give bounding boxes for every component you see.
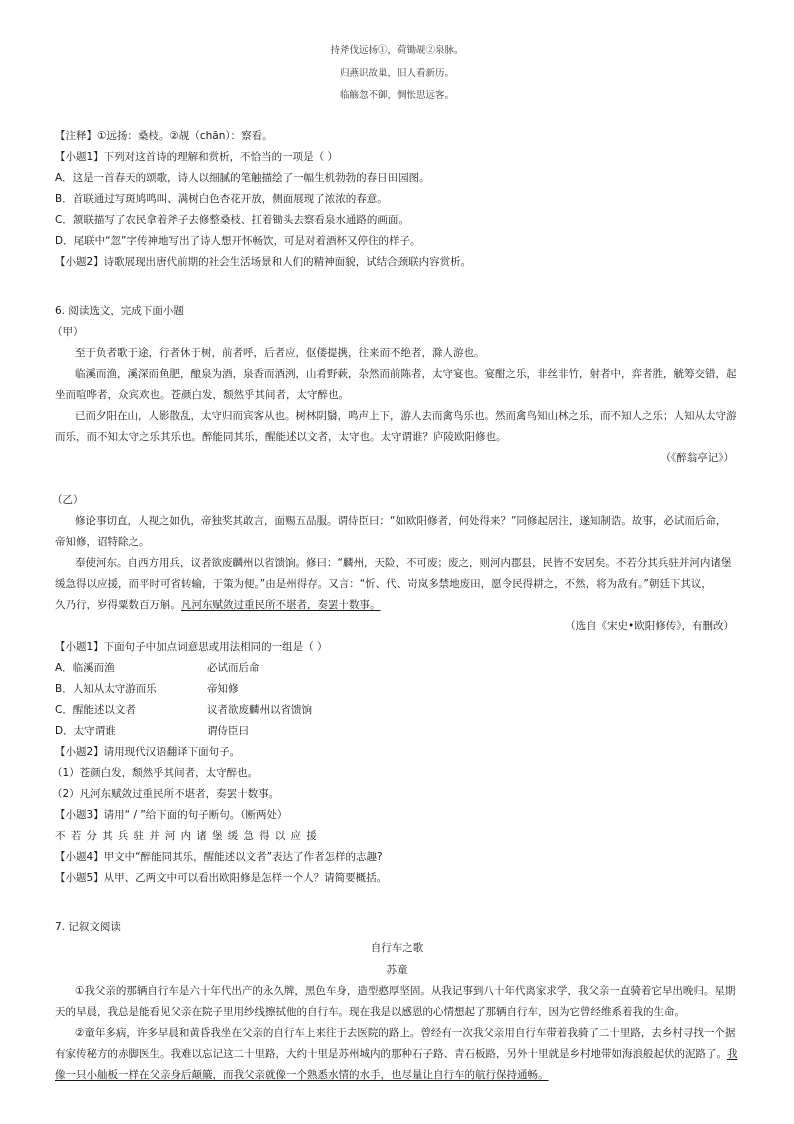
q5-note: 【注释】①远扬：桑枝。②觇（chān）：察看。	[55, 130, 273, 142]
option-left: 醒能述以文者	[72, 704, 136, 716]
q6-option-b-right: 帝知修	[207, 683, 239, 695]
q6-option-d-right: 谓侍臣曰	[207, 725, 249, 737]
q6-jia-p3-l1: 已而夕阳在山，人影散乱，太守归而宾客从也。树林阴翳，鸣声上下，游人去而禽鸟乐也。然而禽鸟知山林之乐，而不知人之乐；人知从太守游	[75, 410, 737, 422]
q6-yi-p1-l1: 修论事切直，人视之如仇，帝独奖其敢言，面赐五品服。谓侍臣曰：“如欧阳修者，何处得来？”同修起居注，遂知制诰。故事，必试而后命，	[75, 515, 727, 527]
option-letter: D．	[55, 725, 74, 737]
poem-line-3: 临觞忽不御，惆怅思远客。	[339, 90, 454, 101]
q6-option-a	[55, 660, 115, 675]
q6-option-b	[55, 681, 157, 696]
q6-jia-p1: 至于负者歌于途，行者休于树，前者呼，后者应，伛偻提携，往来而不绝者，滁人游也。	[75, 347, 485, 359]
q6-sub2-s2: （2）凡河东赋敛过重民所不堪者，奏罢十数事。	[52, 788, 280, 800]
q7-p2-l3-underlined: 像一只小舢板一样在父亲身后颠簸，而我父亲就像一个熟悉水情的水手，也尽量让自行车的航行保持通畅。	[55, 1069, 549, 1081]
q7-essay-title: 自行车之歌	[370, 942, 424, 954]
q6-jia-p2-l1: 临溪而渔，溪深而鱼肥，酿泉为酒，泉香而酒洌，山肴野蔌，杂然而前陈者，太守宴也。宴酣之乐，非丝非竹，射者中，弈者胜，觥筹交错，起	[75, 368, 737, 380]
q7-p1-l1: ①我父亲的那辆自行车是六十年代出产的永久牌，黑色车身，造型憨厚坚固。从我记事到八十年代离家求学，我父亲一直骑着它早出晚归。星期	[75, 985, 736, 997]
q7-p2-l2-underlined: 我	[727, 1048, 738, 1060]
option-left: 临溪而渔	[72, 662, 115, 674]
q6-yi-label: （乙）	[52, 494, 84, 506]
q7-p2-l2-plain: 有家传秘方的赤脚医生。我难以忘记这二十里路，大约十里是苏州城内的那种石子路、青石板路，另外十里就是乡村地带如海浪般起伏的泥路了。	[55, 1048, 727, 1060]
q6-yi-source: （选自《宋史•欧阳修传》，有删改）	[565, 620, 734, 632]
q6-yi-p2-l3	[55, 597, 381, 612]
q6-sub4: 【小题4】甲文中“醉能同其乐，醒能述以文者”表达了作者怎样的志趣?	[55, 851, 383, 863]
q5-option-c: C．颔联描写了农民拿着斧子去修整桑枝、扛着锄头去察看泉水通路的画面。	[55, 214, 409, 226]
q6-sub2-s1: （1）苍颜白发，颓然乎其间者，太守醉也。	[52, 767, 259, 779]
q6-jia-label: （甲）	[52, 326, 84, 338]
q7-p2-l2	[55, 1046, 738, 1061]
q7-title: 7. 记叙文阅读	[55, 921, 121, 933]
q6-sub5: 【小题5】从甲、乙两文中可以看出欧阳修是怎样一个人？请简要概括。	[55, 872, 388, 884]
q6-jia-source: （《醉翁亭记》）	[660, 452, 734, 464]
q6-jia-p2-l2: 坐而喧哗者，众宾欢也。苍颜白发，颓然乎其间者，太守醉也。	[55, 389, 349, 401]
q7-author: 苏童	[386, 964, 408, 976]
q5-sub1: 【小题1】下列对这首诗的理解和赏析，不恰当的一项是（ ）	[55, 151, 339, 163]
q6-option-c	[55, 702, 136, 717]
q6-sub2: 【小题2】请用现代汉语翻译下面句子。	[55, 746, 241, 758]
option-letter: A．	[55, 662, 73, 674]
q6-sub3: 【小题3】请用“ / ”给下面的句子断句。（断两处）	[55, 809, 288, 821]
q6-sub3-text: 不若分其兵驻并河内诸堡缓急得以应援	[55, 830, 322, 842]
q6-title: 6. 阅读选文，完成下面小题	[55, 305, 184, 317]
q6-yi-p2-l1: 奉使河东。自西方用兵，议者欲废麟州以省馈饷。修曰：“麟州，天险，不可废；废之，则河内郡县，民皆不安居矣。不若分其兵驻并河内诸堡	[75, 557, 732, 569]
q6-option-d	[55, 723, 116, 738]
q5-option-b: B．首联通过写斑鸠鸣叫、满树白色杏花开放，侧面展现了浓浓的春意。	[55, 193, 388, 205]
q6-option-a-right: 必试而后命	[207, 662, 260, 674]
option-left: 人知从太守游而乐	[72, 683, 157, 695]
q6-option-c-right: 议者欲废麟州以省馈饷	[207, 704, 312, 716]
option-left: 太守谓谁	[73, 725, 116, 737]
q5-option-d: D．尾联中“忽”字传神地写出了诗人想开怀畅饮，可是对着酒杯又停住的样子。	[55, 235, 421, 247]
q6-yi-p2-l3-plain: 久乃行，岁得粟数百万斛。	[55, 599, 181, 611]
q5-option-a: A．这是一首春天的颂歌，诗人以细腻的笔触描绘了一幅生机勃勃的春日田园图。	[55, 172, 430, 184]
poem-line-1: 持斧伐远扬①，荷锄觇②泉脉。	[330, 45, 464, 56]
q5-sub2: 【小题2】诗歌展现出唐代前期的社会生活场景和人们的精神面貌，试结合颈联内容赏析。	[55, 256, 472, 268]
q6-yi-p1-l2: 帝知修，诏特除之。	[55, 536, 150, 548]
q6-jia-p3-l2: 而乐，而不知太守之乐其乐也。醉能同其乐，醒能述以文者，太守也。太守谓谁？庐陵欧阳修也。	[55, 431, 507, 443]
q7-p1-l2: 天的早晨，我总是能看见父亲在院子里用纱线擦拭他的自行车。现在我是以感恩的心情想起了那辆自行车，因为它曾经维系着我的生命。	[55, 1006, 685, 1018]
q6-yi-p2-l2: 缓急得以应援，而平时可省转输，于策为便。”由是州得存。又言：“忻、代、岢岚多禁地废田，愿令民得耕之，不然，将为敌有。”朝廷下其议，	[55, 578, 712, 590]
option-letter: C．	[55, 704, 73, 716]
option-letter: B．	[55, 683, 73, 695]
poem-line-2: 归燕识故巢，旧人看新历。	[339, 68, 454, 79]
q6-sub1: 【小题1】下面句子中加点词意思或用法相同的一组是（ ）	[55, 641, 328, 653]
q7-p2-l1: ②童年多病，许多早晨和黄昏我坐在父亲的自行车上来往于去医院的路上。曾经有一次我父亲用自行车带着我骑了二十里路，去乡村寻找一个据	[75, 1027, 736, 1039]
q6-yi-underlined-sentence: 凡河东赋敛过重民所不堪者，奏罢十数事。	[181, 599, 381, 611]
